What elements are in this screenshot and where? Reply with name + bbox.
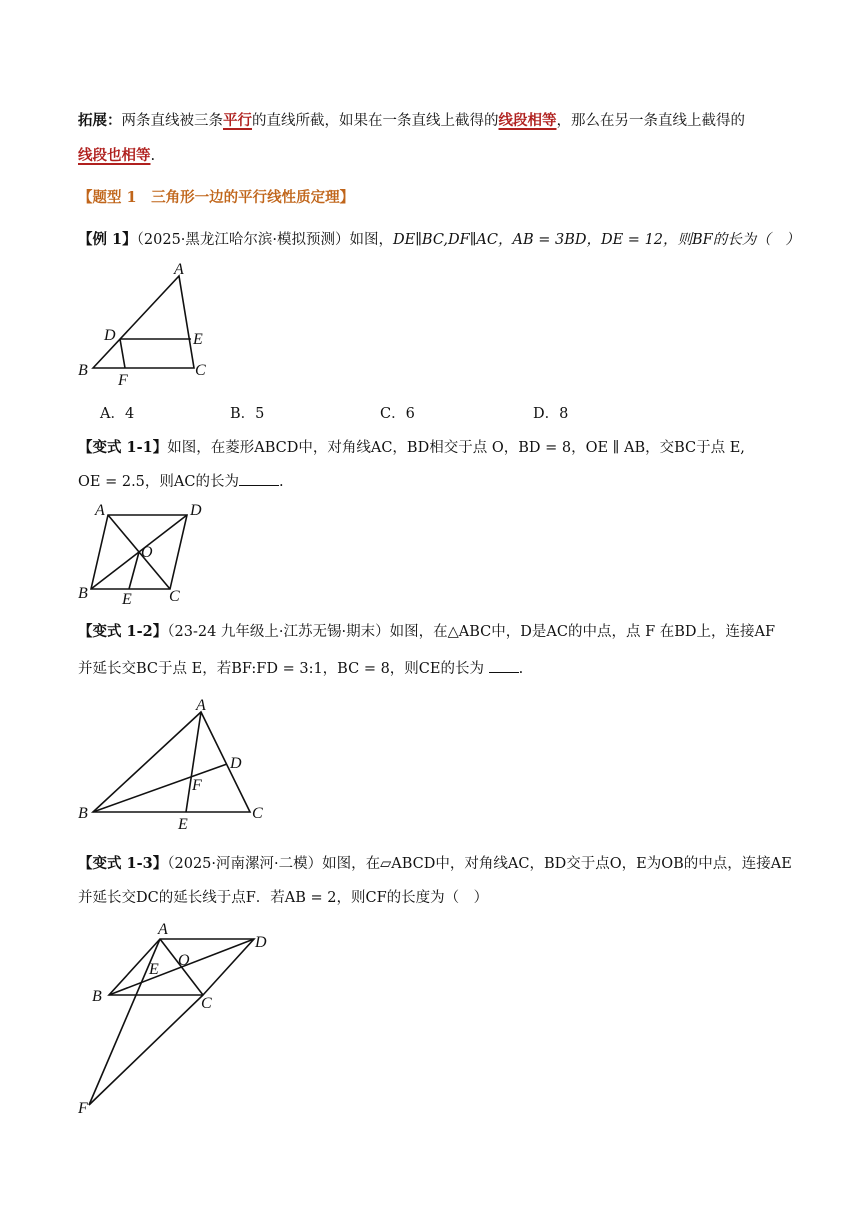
- answer-blank[interactable]: [489, 658, 519, 673]
- triangle-abc: [93, 712, 250, 812]
- label-b: B: [92, 988, 102, 1005]
- label-a: A: [158, 921, 168, 938]
- label-d: D: [230, 755, 242, 772]
- label-d: D: [104, 327, 116, 344]
- example1-figure: [74, 256, 224, 391]
- section-title: 【题型 1 三角形一边的平行线性质定理】: [78, 189, 355, 206]
- variant11-text-1: 如图，在菱形ABCD中，对角线AC，BD相交于点 O，BD = 8，OE ∥ AB，交BC于点 E,: [167, 440, 745, 456]
- label-c: C: [195, 362, 206, 379]
- extension-label: 拓展：: [78, 112, 122, 129]
- label-b: B: [78, 585, 88, 602]
- choice-b[interactable]: B．5: [230, 406, 265, 422]
- variant11-text-2: OE = 2.5，则AC的长为: [78, 474, 239, 490]
- variant11-line-1: [78, 438, 745, 458]
- label-f: F: [118, 372, 128, 389]
- extension-text-1: 两条直线被三条: [121, 113, 223, 129]
- example1-tag: 【例 1】: [78, 231, 137, 248]
- label-e: E: [122, 591, 132, 608]
- variant12-line-1: [78, 622, 775, 642]
- variant13-line-1: [78, 854, 792, 874]
- highlight-also-equal: 线段也相等: [78, 147, 151, 164]
- label-c: C: [252, 805, 263, 822]
- extension-text-3: ，那么在另一条直线上截得的: [556, 113, 745, 129]
- label-c: C: [169, 588, 180, 605]
- label-o: O: [178, 952, 190, 969]
- variant11-figure: [74, 500, 224, 610]
- variant13-text-1: （2025·河南漯河·二模）如图，在▱ABCD中，对角线AC，BD交于点O，E为OB的中点，连接AE: [167, 856, 792, 872]
- segment-df: [120, 339, 125, 368]
- example1-stem: [78, 230, 800, 250]
- label-e: E: [193, 331, 203, 348]
- variant13-tag: 【变式 1-3】: [78, 855, 168, 872]
- variant12-text-2: 并延长交BC于点 E，若BF:FD = 3:1，BC = 8，则CE的长为: [78, 661, 484, 677]
- extension-text-2: 的直线所截，如果在一条直线上截得的: [252, 113, 499, 129]
- highlight-parallel: 平行: [223, 112, 252, 129]
- variant11-tag: 【变式 1-1】: [78, 439, 168, 456]
- label-c: C: [201, 995, 212, 1012]
- label-b: B: [78, 362, 88, 379]
- variant13-text-2: 并延长交DC的延长线于点F．若AB = 2，则CF的长度为（ ）: [78, 890, 489, 906]
- label-e: E: [149, 961, 159, 978]
- choice-c[interactable]: C．6: [380, 406, 415, 422]
- extension-text-4: .: [150, 148, 156, 164]
- label-d: D: [190, 502, 202, 519]
- answer-blank[interactable]: [239, 471, 279, 486]
- example1-condition: DE∥BC,DF∥AC，AB = 3BD，DE = 12，则BF的长为（ ）: [393, 232, 800, 248]
- label-b: B: [78, 805, 88, 822]
- variant12-text-1: （23-24 九年级上·江苏无锡·期末）如图，在△ABC中，D是AC的中点，点 F 在BD上，连接AF: [167, 624, 776, 640]
- segment-ae: [186, 712, 201, 812]
- variant12-figure: [74, 694, 274, 834]
- variant11-line-2: OE = 2.5，则AC的长为 .: [78, 471, 284, 492]
- label-e: E: [178, 816, 188, 833]
- extension-line-1: [78, 111, 745, 131]
- choice-a[interactable]: A．4: [100, 406, 135, 422]
- choice-d[interactable]: D．8: [533, 406, 569, 422]
- label-a: A: [174, 261, 184, 278]
- label-a: A: [95, 502, 105, 519]
- segment-bd: [93, 764, 227, 812]
- segment-cf: [89, 995, 203, 1105]
- highlight-equal-segments: 线段相等: [498, 112, 557, 129]
- example1-choices: [100, 402, 660, 422]
- label-o: O: [141, 544, 153, 561]
- extension-line-2: [78, 146, 155, 166]
- variant13-line-2: [78, 888, 488, 908]
- label-f: F: [192, 777, 202, 794]
- variant12-tag: 【变式 1-2】: [78, 623, 168, 640]
- label-f: F: [78, 1100, 88, 1117]
- label-d: D: [255, 934, 267, 951]
- example1-source: （2025·黑龙江哈尔滨·模拟预测）如图，: [136, 232, 394, 248]
- triangle-abc: [93, 276, 194, 368]
- variant12-line-2: 并延长交BC于点 E，若BF:FD = 3:1，BC = 8，则CE的长为 .: [78, 658, 523, 679]
- variant13-figure: [74, 920, 284, 1120]
- label-a: A: [196, 697, 206, 714]
